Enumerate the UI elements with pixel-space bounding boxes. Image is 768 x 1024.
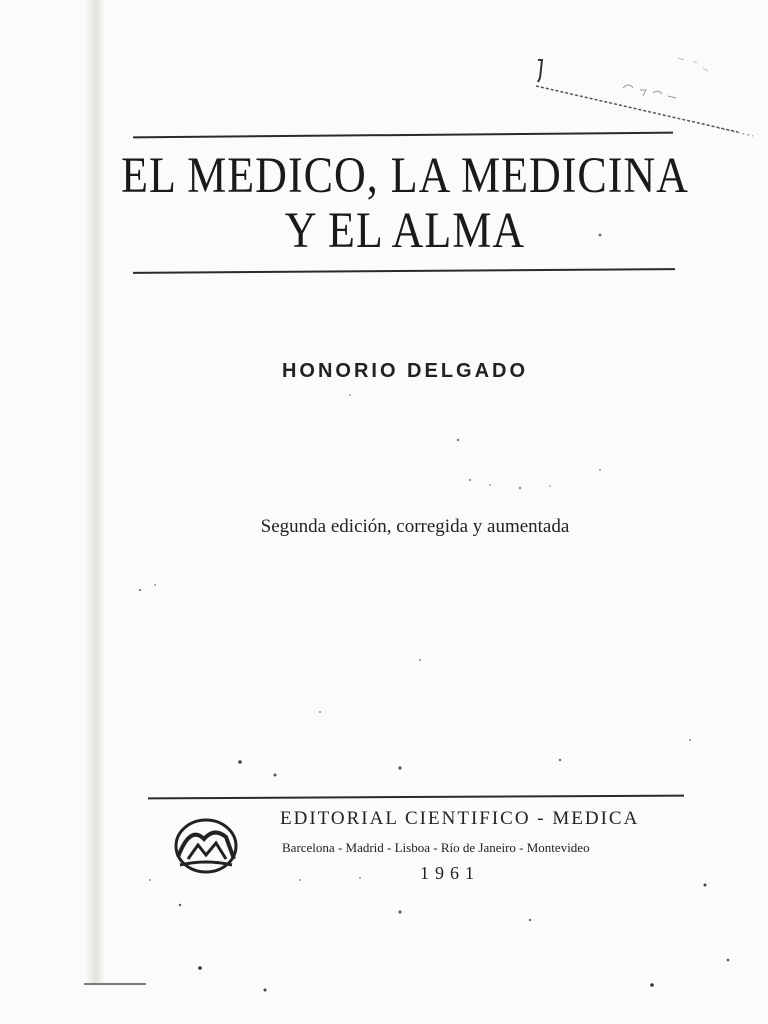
book-title-line1: EL MEDICO, LA MEDICINA — [121, 147, 689, 204]
book-author: HONORIO DELGADO — [281, 360, 529, 382]
edition-note: Segunda edición, corregida y aumentada — [260, 516, 570, 537]
publication-year: 1961 — [420, 863, 480, 883]
binding-edge — [84, 983, 146, 985]
publisher-cities: Barcelona - Madrid - Lisboa - Río de Janeiro - Montevideo — [282, 840, 590, 855]
publisher-logo-icon — [170, 815, 242, 877]
publisher-name: EDITORIAL CIENTIFICO - MEDICA — [280, 808, 640, 829]
book-title-line2: Y EL ALMA — [284, 202, 526, 259]
imprint-rule — [148, 795, 684, 800]
binding-gutter — [84, 0, 106, 985]
title-rule-bottom — [133, 268, 675, 274]
